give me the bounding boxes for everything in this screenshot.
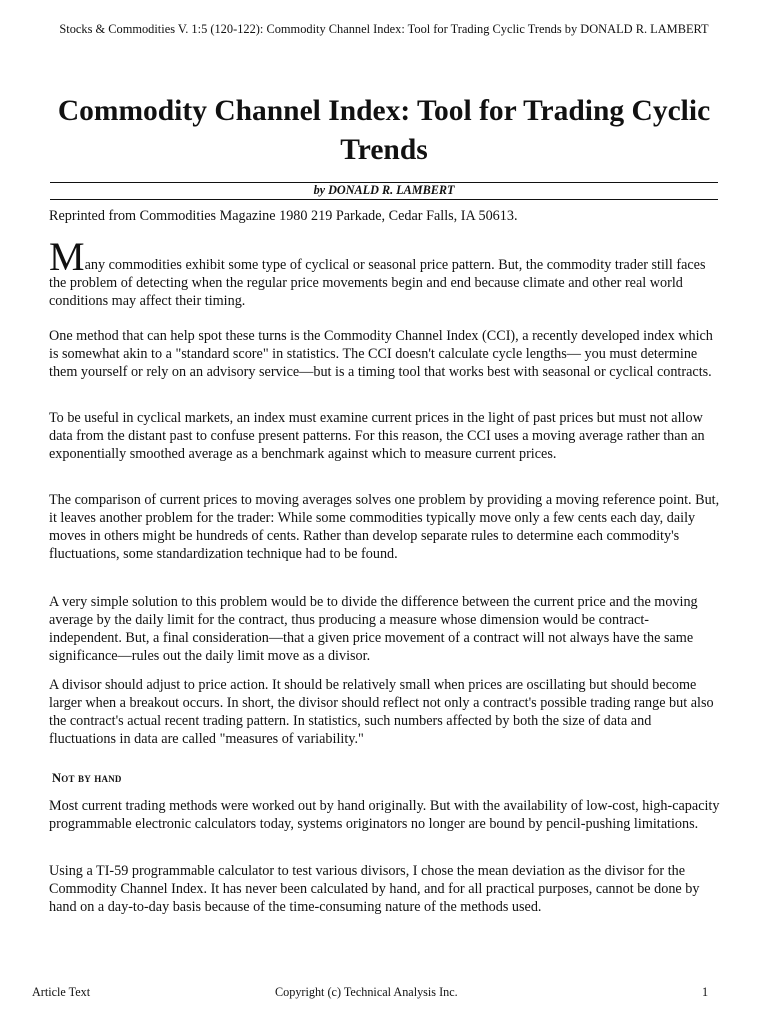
byline: by DONALD R. LAMBERT <box>313 183 455 197</box>
section-subheading: Not by hand <box>52 771 122 785</box>
paragraph-5: A very simple solution to this problem would be to divide the difference between the current price and the moving average by the daily limit for the contract, thus producing a measure whose dimension would be contract-independent. But, a final consideration—that a given price movement of a contract will not always have the same significance—rules out the daily limit move as a divisor. <box>49 594 698 664</box>
drop-cap: M <box>49 234 85 279</box>
paragraph-6: A divisor should adjust to price action. It should be relatively small when prices are oscillating but should become larger when a breakout occurs. In short, the divisor should reflect not only a contract's possible trading range but also the contract's actual recent trading pattern. In statistics, such numbers affected by both the size of data and fluctuations in data are called "measures of variability." <box>49 677 714 747</box>
paragraph-1-text: any commodities exhibit some type of cyclical or seasonal price pattern. But, the commodity trader still faces the problem of detecting when the regular price movements begin and end because climate and other real world conditions may affect their timing. <box>49 257 706 309</box>
paragraph-7: Most current trading methods were worked out by hand originally. But with the availability of low-cost, high-capacity programmable electronic calculators today, systems originators no longer are bound by pencil-pushing limitations. <box>49 798 720 832</box>
title-rule-bottom <box>50 199 718 200</box>
paragraph-1 <box>49 234 721 310</box>
reprint-note: Reprinted from Commodities Magazine 1980 219 Parkade, Cedar Falls, IA 50613. <box>49 208 518 224</box>
paragraph-4: The comparison of current prices to moving averages solves one problem by providing a moving reference point. But, it leaves another problem for the trader: While some commodities typically move only a few cents each day, daily moves in others might be hundreds of cents. Rather than develop separate rules to determine each commodity's fluctuations, some standardization technique had to be found. <box>49 492 720 562</box>
article-title: Commodity Channel Index: Tool for Trading Cyclic Trends <box>57 95 711 166</box>
page-number: 1 <box>702 985 709 999</box>
running-header: Stocks & Commodities V. 1:5 (120-122): Commodity Channel Index: Tool for Trading Cyclic Trends by DONALD R. LAMBERT <box>59 22 709 36</box>
paragraph-8: Using a TI-59 programmable calculator to test various divisors, I chose the mean deviation as the divisor for the Commodity Channel Index. It has never been calculated by hand, and for all practical purposes, cannot be done by hand on a day-to-day basis because of the time-consuming nature of the methods used. <box>49 863 700 915</box>
paragraph-2: One method that can help spot these turns is the Commodity Channel Index (CCI), a recently developed index which is somewhat akin to a "standard score" in statistics. The CCI doesn't calculate cycle lengths— you must determine them yourself or rely on an advisory service—but is a timing tool that works best with seasonal or cyclical contracts. <box>49 328 713 380</box>
footer-section-label: Article Text <box>32 985 91 999</box>
footer-copyright: Copyright (c) Technical Analysis Inc. <box>275 985 458 999</box>
paragraph-3: To be useful in cyclical markets, an index must examine current prices in the light of past prices but must not allow data from the distant past to confuse present patterns. For this reason, the CCI uses a moving average rather than an exponentially smoothed average as a benchmark against which to measure current prices. <box>49 410 705 462</box>
